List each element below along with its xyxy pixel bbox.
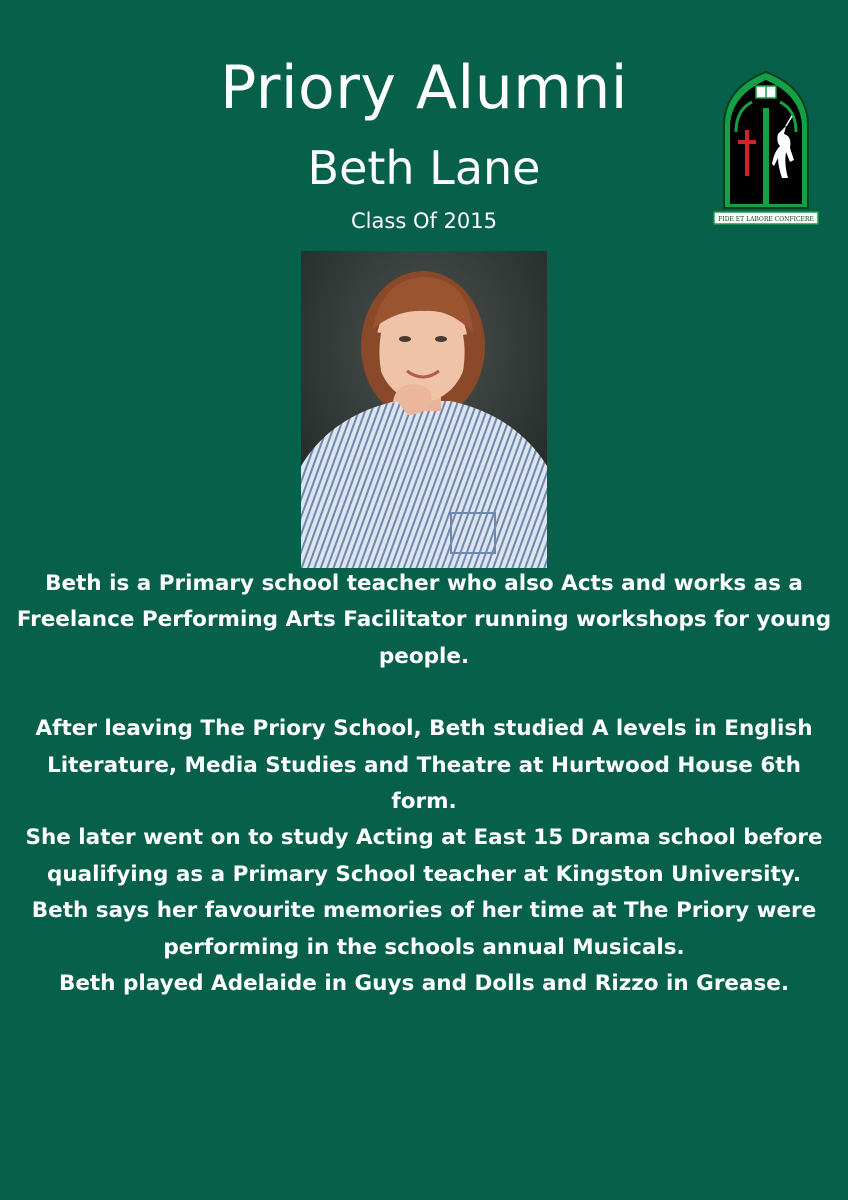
bio-paragraph: After leaving The Priory School, Beth studied A levels in English Literature, Media Studies and Theatre at Hurtwood House 6th form. [35, 716, 813, 815]
alumni-name: Beth Lane [307, 141, 541, 195]
class-year: Class Of 2015 [351, 209, 497, 233]
bio-paragraph: Beth says her favourite memories of her time at The Priory were performing in the schools annual Musicals. [31, 898, 817, 960]
bio-paragraph: Beth played Adelaide in Guys and Dolls and Rizzo in Grease. [58, 971, 790, 997]
bio-paragraph: Beth is a Primary school teacher who also Acts and works as a Freelance Performing Arts Facilitator running workshops for young people. [16, 571, 832, 669]
bio-paragraph: She later went on to study Acting at East 15 Drama school before qualifying as a Primary School teacher at Kingston University. [25, 825, 823, 887]
crest-motto: FIDE ET LABORE CONFICERE [718, 216, 814, 223]
page-title: Priory Alumni [220, 53, 628, 123]
paragraph-spacer [14, 675, 834, 711]
biography [14, 566, 834, 1002]
school-crest-logo [712, 68, 820, 228]
portrait-photo [301, 251, 547, 568]
